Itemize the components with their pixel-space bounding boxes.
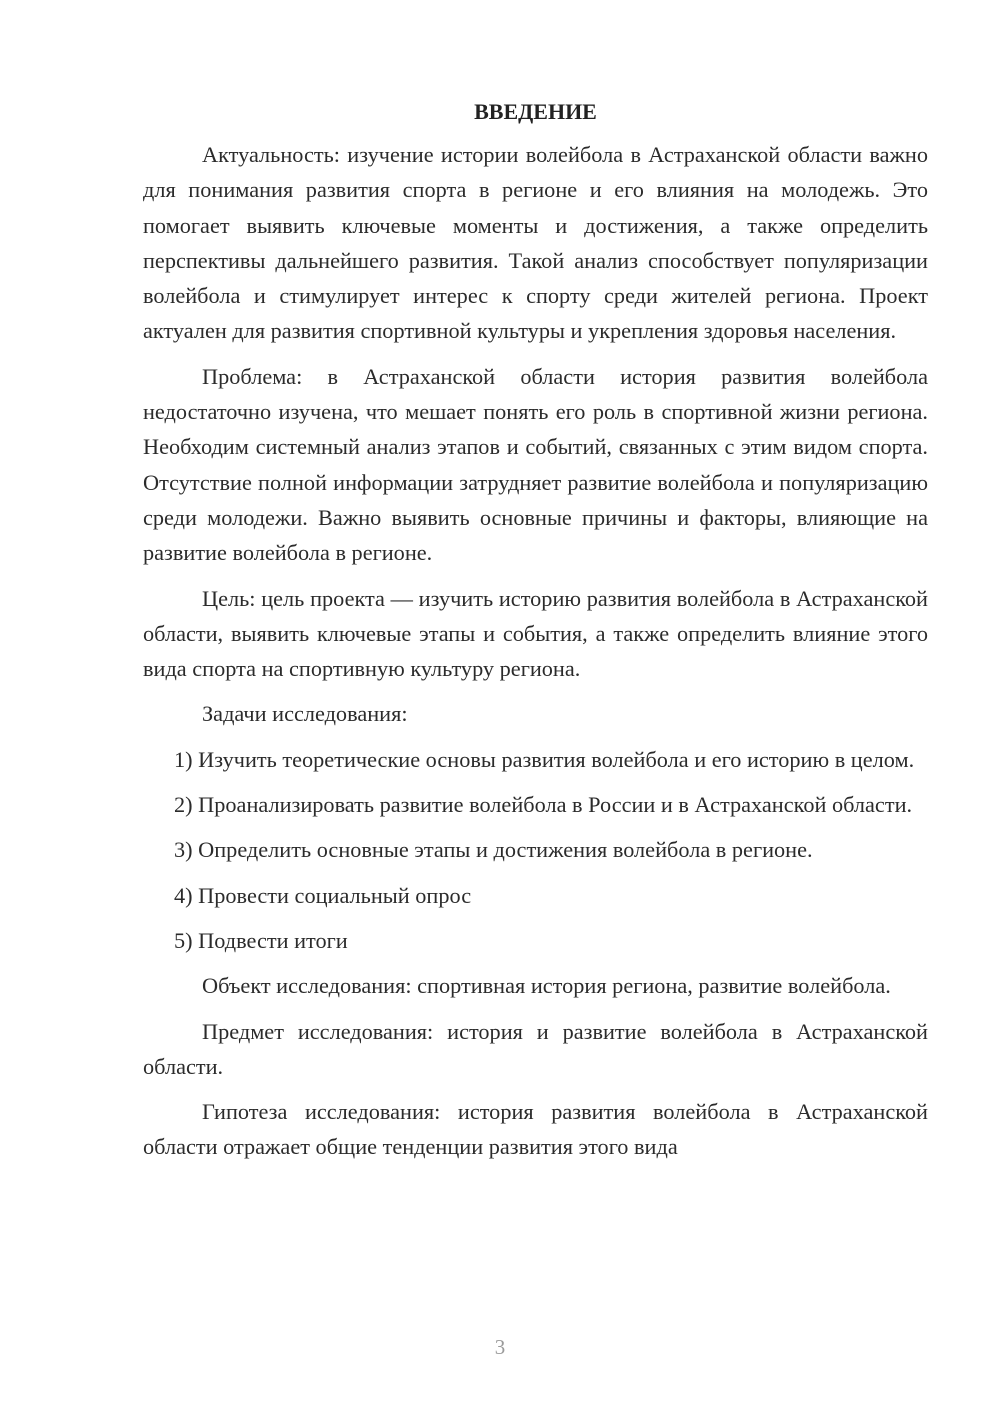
task-item: 3) Определить основные этапы и достижения волейбола в регионе.: [174, 837, 813, 863]
task-item: 2) Проанализировать развитие волейбола в России и в Астраханской области.: [174, 792, 913, 818]
problem-paragraph: Проблема: в Астраханской области история развития волейбола недостаточно изучена, что мешает понять его роль в спортивной жизни региона. Необходим системный анализ этапов и событий, связанных с этим видом спорта. Отсутствие полной информации затрудняет развитие волейбола и популяризацию среди молодежи. Важно выявить основные причины и факторы, влияющие на развитие волейбола в регионе.: [143, 363, 928, 566]
task-item: 4) Провести социальный опрос: [174, 882, 472, 908]
section-heading: ВВЕДЕНИЕ: [474, 99, 597, 124]
task-item: 5) Подвести итоги: [174, 927, 348, 953]
goal-paragraph: Цель: цель проекта — изучить историю развития волейбола в Астраханской области, выявить ключевые этапы и события, а также определить влияние этого вида спорта на спортивную культуру региона.: [143, 585, 928, 682]
relevance-paragraph: Актуальность: изучение истории волейбола в Астраханской области важно для понимания развития спорта в регионе и его влияния на молодежь. Это помогает выявить ключевые моменты и достижения, а также определить перспективы дальнейшего развития. Такой анализ способствует популяризации волейбола и стимулирует интерес к спорту среди жителей региона. Проект актуален для развития спортивной культуры и укрепления здоровья населения.: [143, 142, 928, 344]
page-content: [143, 94, 928, 1165]
object-paragraph: Объект исследования: спортивная история региона, развитие волейбола.: [202, 973, 891, 999]
subject-paragraph: Предмет исследования: история и развитие волейбола в Астраханской области.: [143, 1018, 928, 1079]
tasks-title: Задачи исследования:: [202, 701, 408, 727]
hypothesis-paragraph: Гипотеза исследования: история развития волейбола в Астраханской области отражает общие тенденции развития этого вида: [143, 1099, 928, 1160]
page-number: 3: [494, 1335, 506, 1359]
task-item: 1) Изучить теоретические основы развития волейбола и его историю в целом.: [174, 746, 915, 772]
